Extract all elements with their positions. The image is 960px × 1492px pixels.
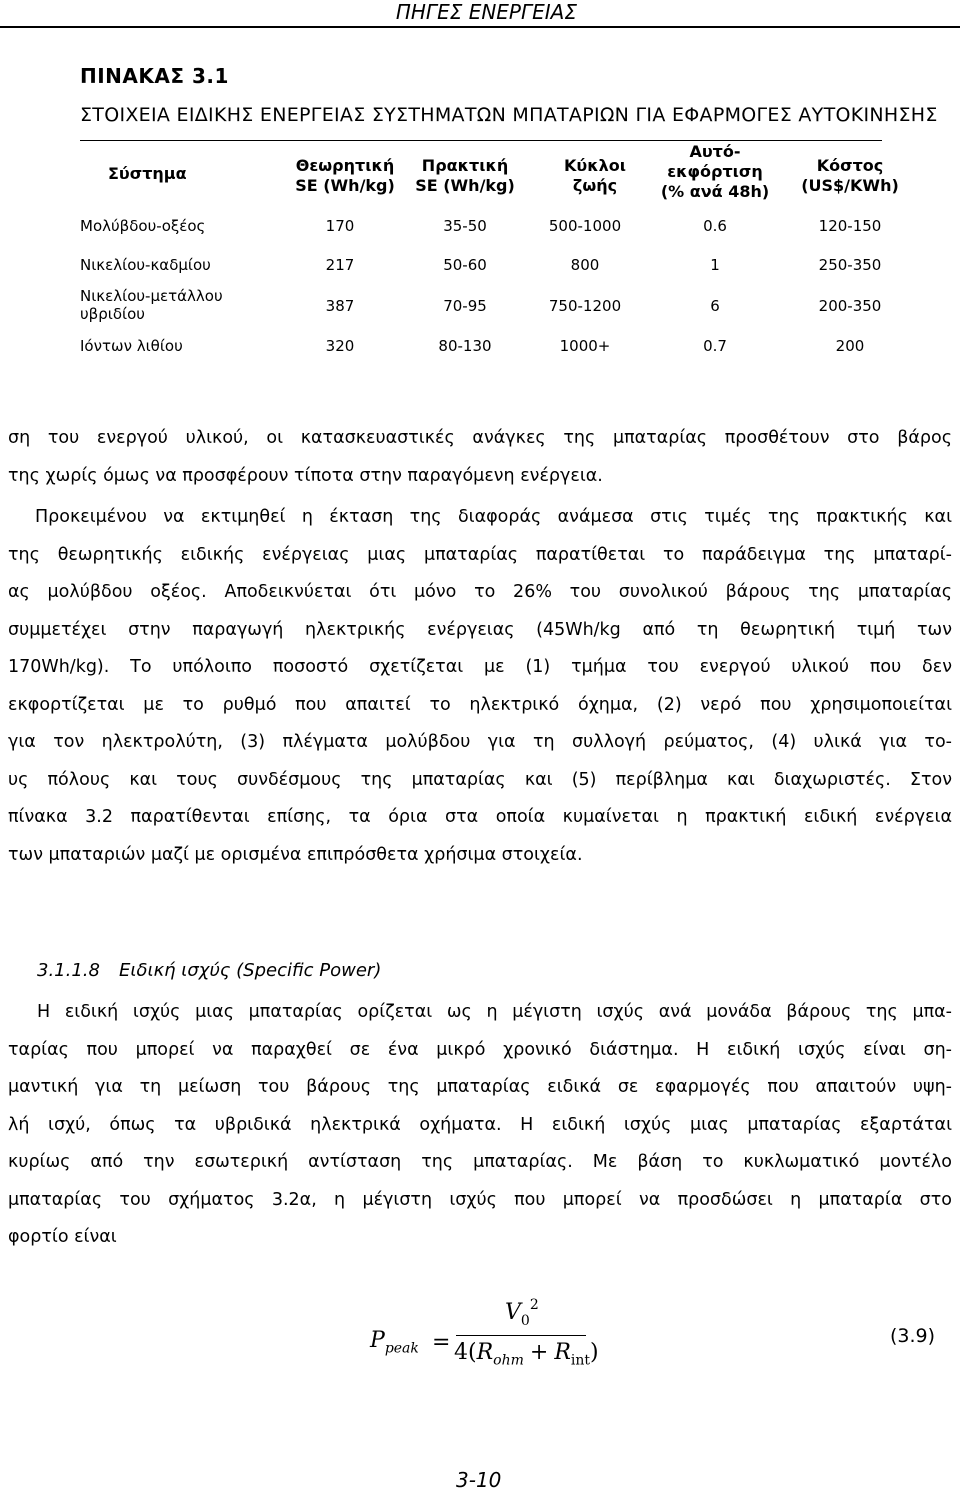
table-row-2-system-line1: Νικελίου-μετάλλου	[80, 287, 223, 305]
col-header-theoretical-line2: SE (Wh/kg)	[295, 176, 395, 195]
col-header-theoretical-line1: Θεωρητική	[295, 156, 395, 175]
table-row-2-discharge: 6	[710, 297, 720, 315]
equation-number: (3.9)	[890, 1325, 936, 1347]
body-line: συμμετέχει στην παραγωγή ηλεκτρικής ενέργειας (45Wh/kg από τη θεωρητική τιμή των	[8, 619, 952, 640]
table-caption: ΣΤΟΙΧΕΙΑ ΕΙΔΙΚΗΣ ΕΝΕΡΓΕΙΑΣ ΣΥΣΤΗΜΑΤΩΝ ΜΠΑΤΑΡΙΩΝ ΓΙΑ ΕΦΑΡΜΟΓΕΣ ΑΥΤΟΚΙΝΗΣΗΣ	[80, 104, 938, 126]
body-line: εκφορτίζεται με το ρυθμό που απαιτεί το ηλεκτρικό όχημα, (2) νερό που χρησιμοποιείται	[8, 694, 952, 715]
table-row-0-practical: 35-50	[443, 217, 487, 235]
table-row-0-system: Μολύβδου-οξέος	[80, 217, 206, 235]
section-title: Ειδική ισχύς (Specific Power)	[119, 960, 382, 981]
body-line: Προκειμένου να εκτιμηθεί η έκταση της διαφοράς ανάμεσα στις τιμές της πρακτικής και	[35, 507, 952, 527]
table-row-1-theoretical: 217	[325, 256, 355, 274]
col-header-practical-line2: SE (Wh/kg)	[415, 176, 515, 195]
table-row-2-practical: 70-95	[443, 297, 487, 315]
body-paragraph-1	[8, 420, 952, 495]
body-line: ταρίας που μπορεί να παραχθεί σε ένα μικρό χρονικό διάστημα. Η ειδική ισχύς είναι ση-	[8, 1039, 952, 1060]
col-header-system: Σύστημα	[108, 164, 187, 183]
body-line: μπαταρίας του σχήματος 3.2α, η μέγιστη ισχύς που μπορεί να προσδώσει η μπαταρία στο	[8, 1189, 952, 1210]
col-header-cost-line1: Κόστος	[816, 156, 884, 175]
table-row-2-system-line2: υβριδίου	[80, 305, 145, 323]
eq-denominator: $4(R_{ohm} + R_{int})$	[454, 1340, 599, 1369]
table-row-2-cycles: 750-1200	[548, 297, 622, 315]
table-row-3-cost: 200	[835, 337, 865, 355]
body-line: των μπαταριών μαζί με ορισμένα επιπρόσθετα χρήσιμα στοιχεία.	[8, 844, 583, 865]
body-line: υς πόλους και τους συνδέσμους της μπαταρίας και (5) περίβλημα και διαχωριστές. Στον	[8, 769, 952, 790]
table-row-1-cycles: 800	[570, 256, 600, 274]
col-header-cost-line2: (US$/KWh)	[801, 176, 899, 195]
col-header-cycles	[530, 156, 660, 196]
eq-numerator: $V_0^2$	[505, 1297, 539, 1329]
body-line: πίνακα 3.2 παρατίθενται επίσης, τα όρια στα οποία κυμαίνεται η πρακτική ειδική ενέργεια	[8, 807, 952, 827]
eq-lhs: $P_{peak}$	[370, 1328, 419, 1357]
equation-3-9	[370, 1297, 630, 1380]
body-line: ση του ενεργού υλικού, οι κατασκευαστικές ανάγκες της μπαταρίας προσθέτουν στο βάρος	[8, 428, 952, 448]
col-header-practical-line1: Πρακτική	[421, 156, 509, 175]
table-row-2-theoretical: 387	[325, 297, 355, 315]
col-header-discharge	[650, 142, 780, 202]
col-header-cycles-line2: ζωής	[572, 176, 618, 195]
col-header-discharge-line3: (% ανά 48h)	[660, 182, 770, 201]
table-row-3-theoretical: 320	[325, 337, 355, 355]
col-header-cycles-line1: Κύκλοι	[564, 156, 626, 175]
table-row-0-cost: 120-150	[818, 217, 882, 235]
table-label: ΠΙΝΑΚΑΣ 3.1	[80, 64, 229, 88]
body-line: για τον ηλεκτρολύτη, (3) πλέγματα μολύβδου για τη συλλογή ρεύματος, (4) υλικά για το-	[8, 732, 952, 752]
body-line: 170Wh/kg). Το υπόλοιπο ποσοστό σχετίζεται με (1) τμήμα του ενεργού υλικού που δεν	[8, 657, 952, 677]
eq-numerator-sup: 2	[529, 1297, 539, 1313]
col-header-cost	[775, 156, 925, 196]
col-header-discharge-line2: εκφόρτιση	[667, 162, 763, 181]
table-row-2-cost: 200-350	[818, 297, 882, 315]
table-row-1-practical: 50-60	[443, 256, 487, 274]
table-row-1-system: Νικελίου-καδμίου	[80, 256, 211, 274]
section-heading	[37, 960, 381, 981]
body-paragraph-2	[8, 499, 952, 874]
body-line: κυρίως από την εσωτερική αντίσταση της μπαταρίας. Με βάση το κυκλωματικό μοντέλο	[8, 1152, 952, 1172]
table-row-3-discharge: 0.7	[703, 337, 727, 355]
table-row-3-system: Ιόντων λιθίου	[80, 337, 183, 355]
table-row-3-practical: 80-130	[438, 337, 492, 355]
eq-numerator-sub: 0	[520, 1313, 530, 1329]
table-row-3-cycles: 1000+	[559, 337, 611, 355]
eq-fraction-bar	[456, 1335, 586, 1336]
table-row-0-discharge: 0.6	[703, 217, 727, 235]
table-row-0-cycles: 500-1000	[548, 217, 622, 235]
body-line: Η ειδική ισχύς μιας μπαταρίας ορίζεται ως η μέγιστη ισχύς ανά μονάδα βάρους της μπα-	[37, 1002, 952, 1022]
table-row-1-discharge: 1	[710, 256, 720, 274]
body-line: φορτίο είναι	[8, 1227, 117, 1247]
body-line: ας μολύβδου οξέος. Αποδεικνύεται ότι μόνο το 26% του συνολικού βάρους της μπαταρίας	[8, 582, 952, 602]
body-paragraph-3	[8, 994, 952, 1257]
running-header: ΠΗΓΕΣ ΕΝΕΡΓΕΙΑΣ	[395, 0, 577, 24]
table-row-2-system	[80, 287, 223, 323]
table-row-1-cost: 250-350	[818, 256, 882, 274]
col-header-discharge-line1: Αυτό-	[689, 142, 741, 161]
caption-rule	[80, 140, 882, 141]
table-row-0-theoretical: 170	[325, 217, 355, 235]
section-number: 3.1.1.8	[37, 960, 100, 981]
body-line: της χωρίς όμως να προσφέρουν τίποτα στην παραγόμενη ενέργεια.	[8, 465, 603, 486]
page-number: 3-10	[456, 1468, 502, 1492]
body-line: μαντική για τη μείωση του βάρους της μπαταρίας ειδικά σε εφαρμογές που απαιτούν υψη-	[8, 1077, 952, 1097]
body-line: της θεωρητικής ειδικής ενέργειας μιας μπαταρίας παρατίθεται το παράδειγμα της μπαταρί-	[8, 544, 952, 565]
eq-lhs-sub: peak	[384, 1340, 419, 1357]
body-line: λή ισχύ, όπως τα υβριδικά ηλεκτρικά οχήματα. Η ειδική ισχύς μιας μπαταρίας εξαρτάται	[8, 1114, 952, 1135]
col-header-practical	[400, 156, 530, 196]
eq-equals: =	[432, 1330, 451, 1355]
header-rule	[0, 26, 960, 28]
col-header-theoretical	[280, 156, 410, 196]
